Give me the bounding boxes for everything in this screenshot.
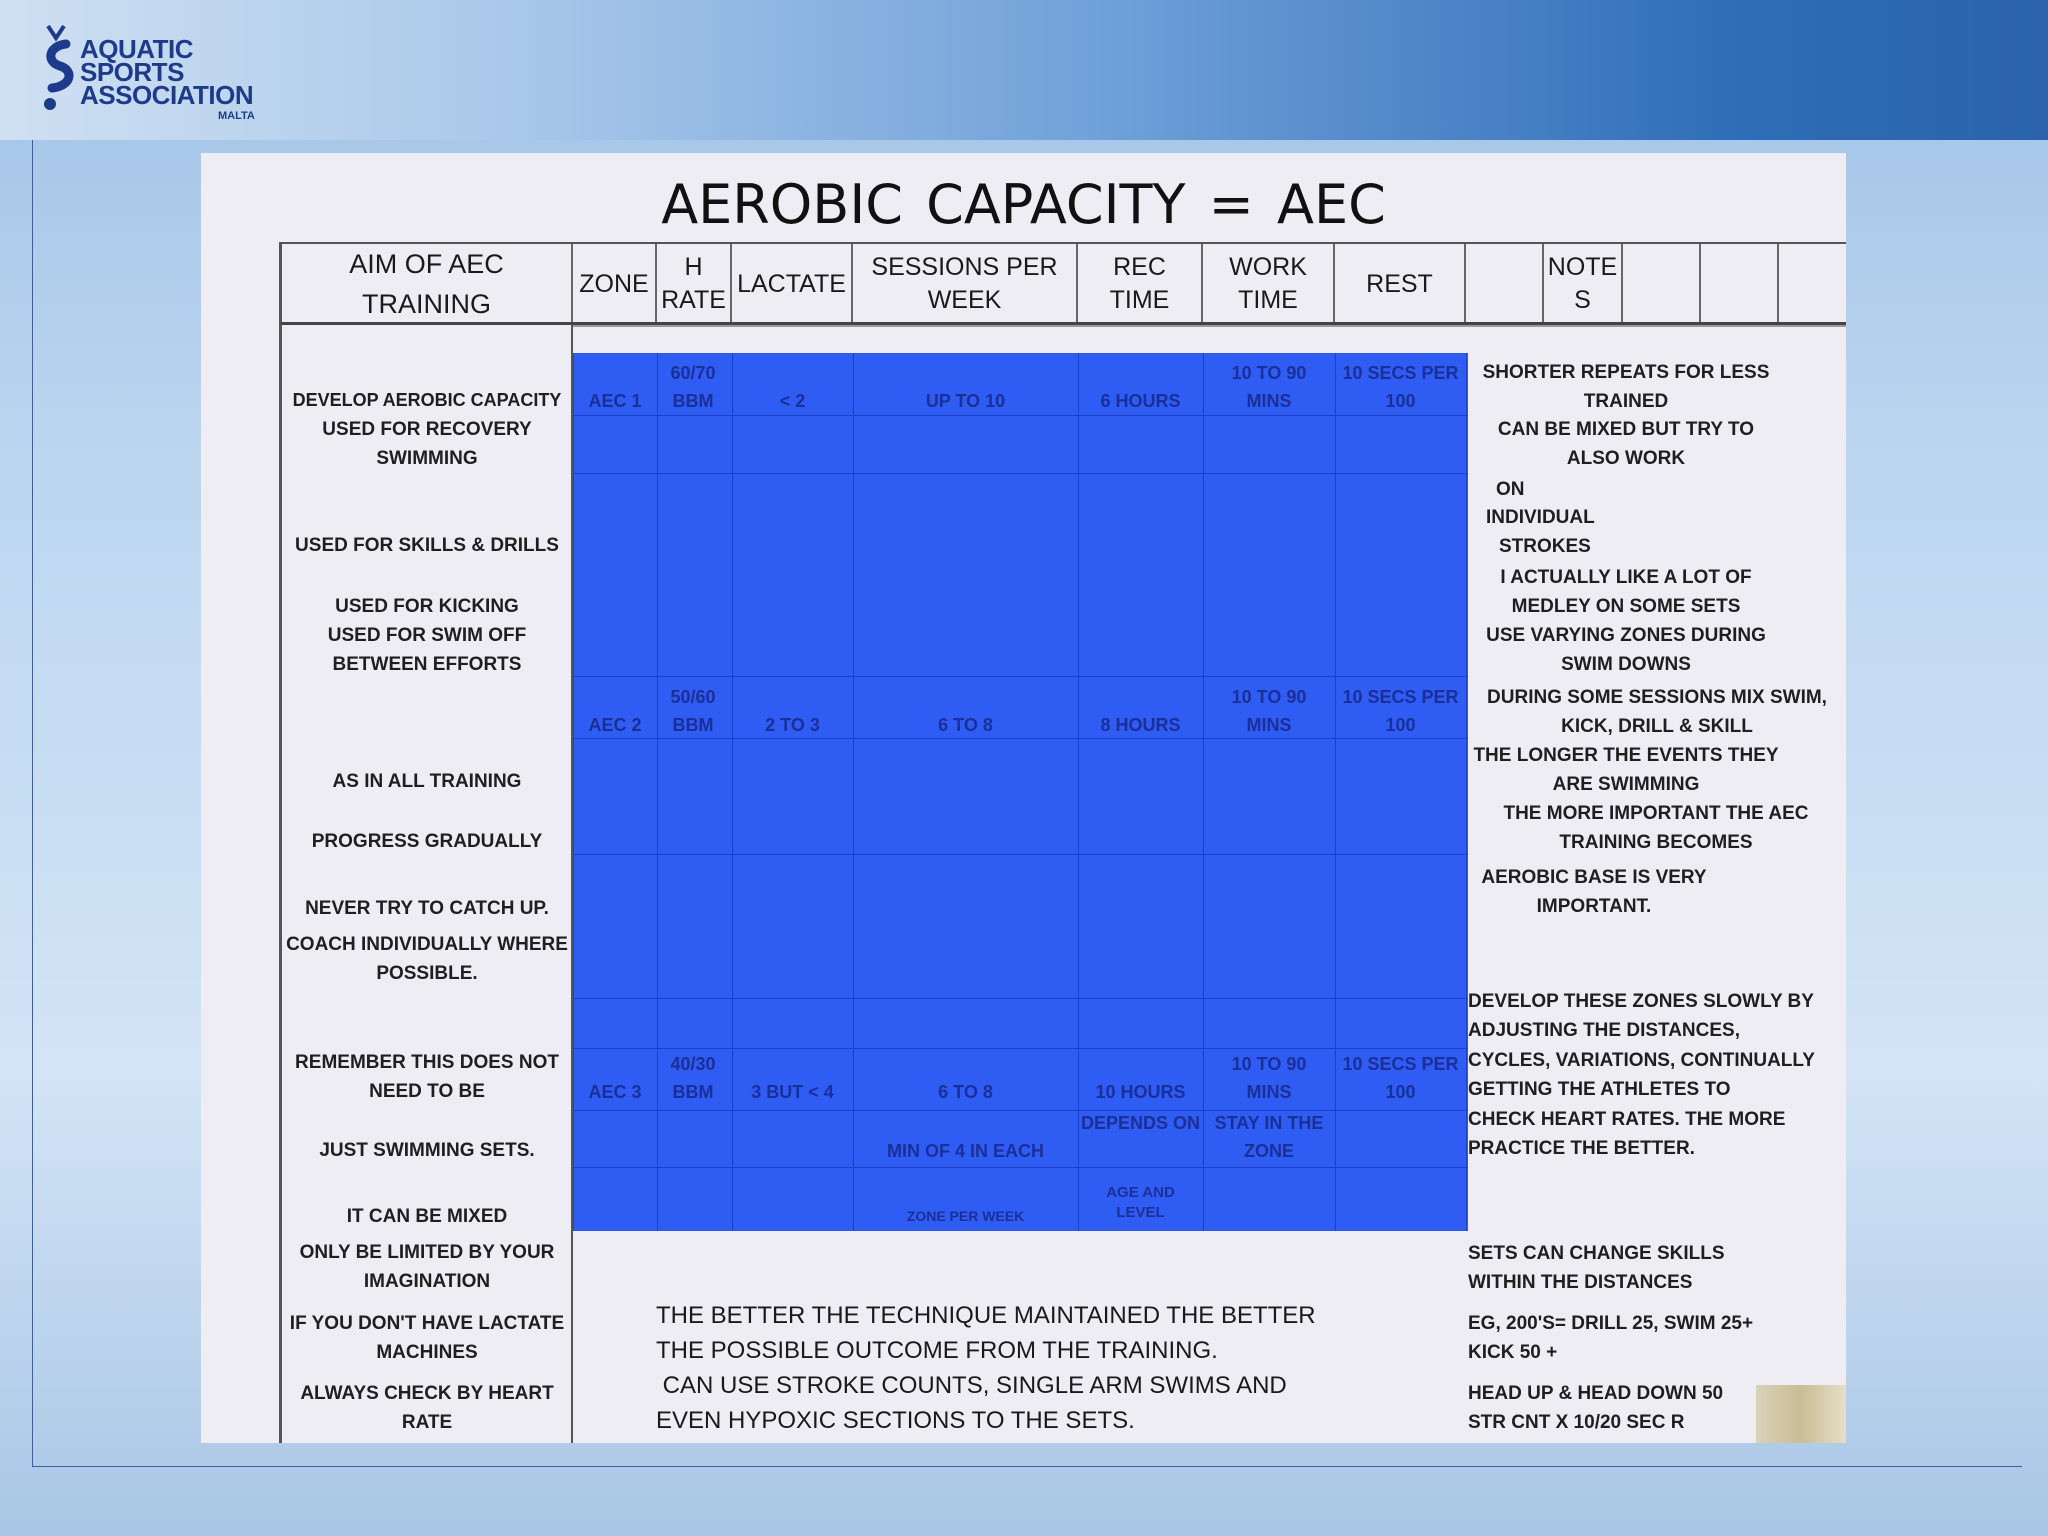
aec1-work: 10 TO 90 MINS xyxy=(1231,363,1307,411)
aec2-rec: 8 HOURS xyxy=(1100,715,1181,735)
table-left-border xyxy=(279,242,282,1443)
swimmer-logo-icon xyxy=(38,18,78,118)
block-line xyxy=(573,1167,1468,1168)
aim-item: DEVELOP AEROBIC CAPACITY xyxy=(292,390,562,410)
block-line xyxy=(573,473,1468,474)
bottom-rule xyxy=(32,1466,2022,1467)
technique-line: CAN USE STROKE COUNTS, SINGLE ARM SWIMS AND xyxy=(656,1372,1287,1399)
aim-item: NEVER TRY TO CATCH UP. xyxy=(305,898,549,919)
note-item: DURING SOME SESSIONS MIX SWIM, KICK, DRILL & SKILL xyxy=(1487,687,1827,737)
header-rest: REST xyxy=(1335,244,1466,324)
aec1-rec: 6 HOURS xyxy=(1100,391,1181,411)
age-level: AGE AND LEVEL xyxy=(1106,1184,1175,1221)
aec2-sessions: 6 TO 8 xyxy=(938,715,993,735)
aec1-sessions: UP TO 10 xyxy=(925,391,1006,411)
logo-subtitle: MALTA xyxy=(218,110,255,122)
note-item: HEAD UP & HEAD DOWN 50 STR CNT X 10/20 SEC R xyxy=(1468,1383,1724,1433)
association-logo xyxy=(38,18,278,128)
aec1-rest: 10 SECS PER 100 xyxy=(1342,363,1459,411)
min-each: MIN OF 4 IN EACH xyxy=(886,1141,1044,1161)
left-rule xyxy=(32,140,33,1466)
photo-corner xyxy=(1756,1385,1846,1443)
aim-item: JUST SWIMMING SETS. xyxy=(319,1140,535,1161)
header-blank-4 xyxy=(1779,244,1846,324)
block-line xyxy=(573,854,1468,855)
aec2-zone: AEC 2 xyxy=(588,715,642,735)
aim-item: ALWAYS CHECK BY HEART RATE xyxy=(300,1383,554,1433)
note-item: ON xyxy=(1496,479,1525,500)
aec3-hrate: 40/30 BBM xyxy=(670,1054,716,1102)
aim-item: USED FOR SWIM OFF BETWEEN EFFORTS xyxy=(327,625,527,675)
aim-item: AS IN ALL TRAINING xyxy=(332,771,522,792)
aec3-rec: 10 HOURS xyxy=(1095,1082,1186,1102)
logo-line-2: SPORTS xyxy=(80,57,184,87)
note-item: INDIVIDUAL xyxy=(1486,507,1595,528)
aim-item: USED FOR KICKING xyxy=(335,596,519,617)
header-sessions: SESSIONS PER WEEK xyxy=(853,244,1078,324)
technique-line: EVEN HYPOXIC SECTIONS TO THE SETS. xyxy=(656,1407,1135,1434)
header-blank-2 xyxy=(1623,244,1701,324)
note-item: STROKES xyxy=(1499,536,1591,557)
block-line xyxy=(573,998,1468,999)
technique-line: THE BETTER THE TECHNIQUE MAINTAINED THE BETTER xyxy=(656,1302,1316,1329)
aim-item: REMEMBER THIS DOES NOT NEED TO BE xyxy=(295,1052,559,1102)
zone-per-week: ZONE PER WEEK xyxy=(906,1208,1025,1224)
note-item: DEVELOP THESE ZONES SLOWLY BY ADJUSTING THE DISTANCES, xyxy=(1468,991,1814,1041)
slide-image xyxy=(201,153,1846,1443)
header-hrate: H RATE xyxy=(657,244,732,324)
block-line xyxy=(573,1048,1468,1049)
note-item: EG, 200'S= DRILL 25, SWIM 25+ KICK 50 + xyxy=(1468,1313,1754,1363)
note-item: SETS CAN CHANGE SKILLS WITHIN THE DISTANCES xyxy=(1468,1243,1725,1293)
header-zone: ZONE xyxy=(573,244,657,324)
logo-line-3: ASSOCIATION xyxy=(80,80,254,110)
stay-zone: STAY IN THE ZONE xyxy=(1214,1113,1324,1161)
aec1-lactate: < 2 xyxy=(779,391,806,411)
aim-item: IF YOU DON'T HAVE LACTATE MACHINES xyxy=(289,1313,565,1363)
header-rec-time: REC TIME xyxy=(1078,244,1203,324)
aim-item: COACH INDIVIDUALLY WHERE POSSIBLE. xyxy=(286,934,568,984)
aec3-zone: AEC 3 xyxy=(588,1082,642,1102)
aec3-lactate: 3 BUT < 4 xyxy=(751,1082,834,1102)
header-aim: AIM OF AEC TRAINING xyxy=(282,244,573,324)
aim-item: USED FOR RECOVERY SWIMMING xyxy=(322,419,532,469)
aec1-zone: AEC 1 xyxy=(588,391,642,411)
note-item: AEROBIC BASE IS VERY IMPORTANT. xyxy=(1481,867,1707,917)
header-band xyxy=(0,0,2048,140)
aec2-hrate: 50/60 BBM xyxy=(670,687,716,735)
logo-line-1: AQUATIC xyxy=(80,34,194,64)
header-blank-1 xyxy=(1466,244,1544,324)
aec2-lactate: 2 TO 3 xyxy=(765,715,820,735)
aec3-rest: 10 SECS PER 100 xyxy=(1342,1054,1459,1102)
note-item: I ACTUALLY LIKE A LOT OF MEDLEY ON SOME SETS xyxy=(1500,567,1752,617)
technique-note xyxy=(656,1298,1316,1438)
depends-on: DEPENDS ON xyxy=(1080,1113,1201,1133)
note-item: CAN BE MIXED BUT TRY TO ALSO WORK xyxy=(1497,419,1755,469)
note-item: THE LONGER THE EVENTS THEY ARE SWIMMING xyxy=(1473,745,1779,795)
note-item: SHORTER REPEATS FOR LESS TRAINED xyxy=(1482,362,1770,412)
header-lactate: LACTATE xyxy=(732,244,853,324)
block-line xyxy=(573,415,1468,416)
aec2-rest: 10 SECS PER 100 xyxy=(1342,687,1459,735)
note-item: USE VARYING ZONES DURING SWIM DOWNS xyxy=(1486,625,1766,675)
logo-text xyxy=(80,34,254,110)
header-notes: NOTE S xyxy=(1544,244,1623,324)
note-item: CYCLES, VARIATIONS, CONTINUALLY GETTING THE ATHLETES TO xyxy=(1468,1050,1815,1100)
subheader-line xyxy=(573,325,1846,327)
aim-item: USED FOR SKILLS & DRILLS xyxy=(295,535,559,556)
note-item: CHECK HEART RATES. THE MORE PRACTICE THE BETTER. xyxy=(1468,1109,1786,1159)
technique-line: THE POSSIBLE OUTCOME FROM THE TRAINING. xyxy=(656,1337,1218,1364)
slide-title: AEROBIC CAPACITY = AEC xyxy=(661,173,1386,236)
aec3-sessions: 6 TO 8 xyxy=(938,1082,993,1102)
block-line xyxy=(573,676,1468,677)
header-work-time: WORK TIME xyxy=(1203,244,1335,324)
header-blank-3 xyxy=(1701,244,1779,324)
aec3-work: 10 TO 90 MINS xyxy=(1231,1054,1307,1102)
note-item: THE MORE IMPORTANT THE AEC TRAINING BECOMES xyxy=(1503,803,1809,853)
aim-item: ONLY BE LIMITED BY YOUR IMAGINATION xyxy=(299,1242,555,1292)
aim-item: IT CAN BE MIXED xyxy=(346,1206,508,1227)
aec2-work: 10 TO 90 MINS xyxy=(1231,687,1307,735)
aim-item: PROGRESS GRADUALLY xyxy=(311,831,543,852)
aec1-hrate: 60/70 BBM xyxy=(670,363,716,411)
